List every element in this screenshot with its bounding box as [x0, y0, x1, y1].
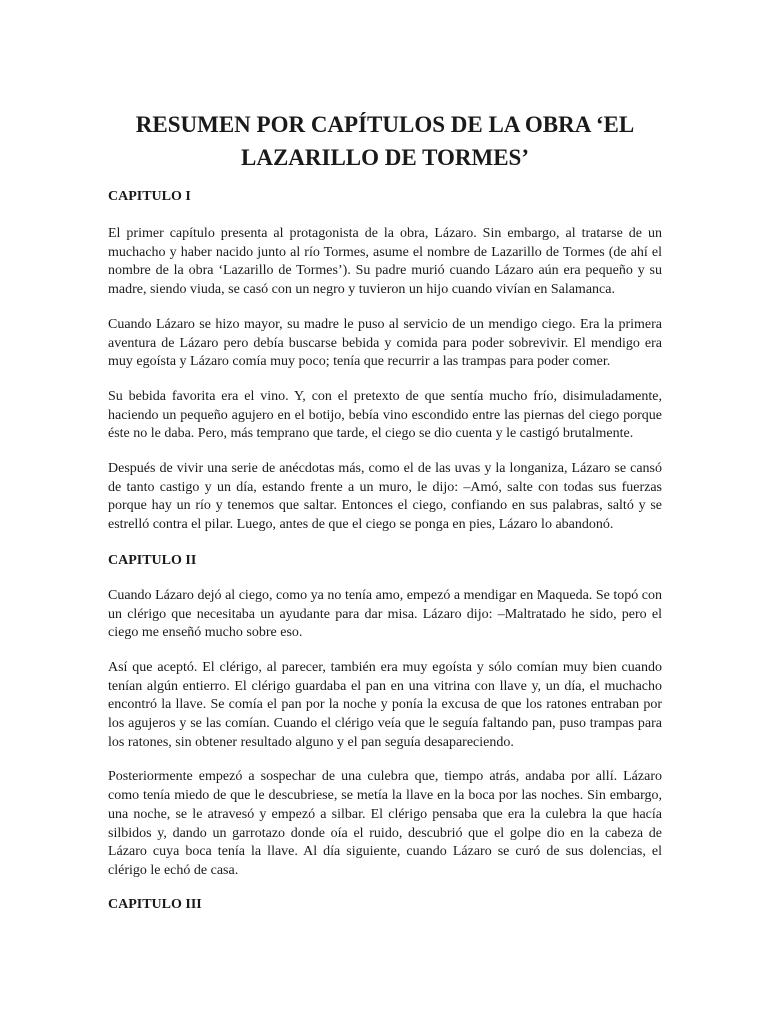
chapter-1-paragraph-2: Cuando Lázaro se hizo mayor, su madre le puso al servicio de un mendigo ciego. Era la primera aventura de Lázaro pero debía buscarse bebida y comida para poder sobrevivir. El mendigo era muy egoísta y Lázaro comía muy poco; tenía que recurrir a las trampas para poder comer.	[108, 316, 662, 370]
chapter-1-heading: CAPITULO I	[108, 189, 191, 204]
chapter-2-paragraph-3: Posteriormente empezó a sospechar de una culebra que, tiempo atrás, andaba por allí. Lázaro como tenía miedo de que le descubriese, se metía la llave en la boca por las noches. Sin embargo, una noche, se le atravesó y empezó a silbar. El clérigo pensaba que era la culebra la que hacía silbidos y, dando un garrotazo donde oía el ruido, descubrió que el golpe dio en la cabeza de Lázaro cuya boca tenía la llave. Al día siguiente, cuando Lázaro se curó de sus dolencias, el clérigo le echó de casa.	[108, 769, 662, 878]
chapter-1-paragraph-3: Su bebida favorita era el vino. Y, con el pretexto de que sentía mucho frío, disimuladamente, haciendo un pequeño agujero en el botijo, bebía vino escondido entre las piernas del ciego porque éste no le daba. Pero, más temprano que tarde, el ciego se dio cuenta y le castigó brutalmente.	[108, 388, 662, 442]
document-title	[108, 0, 662, 174]
title-line-1: RESUMEN POR CAPÍTULOS DE LA OBRA ‘EL	[135, 112, 635, 137]
document-page	[108, 0, 662, 915]
title-line-2: LAZARILLO DE TORMES’	[241, 145, 529, 170]
chapter-2-heading: CAPITULO II	[108, 552, 197, 568]
chapter-1-paragraph-1: El primer capítulo presenta al protagonista de la obra, Lázaro. Sin embargo, al tratarse de un muchacho y haber nacido junto al río Tormes, asume el nombre de Lazarillo de Tormes (de ahí el nombre de la obra ‘Lazarillo de Tormes’). Su padre murió cuando Lázaro aún era pequeño y su madre, siendo viuda, se casó con un negro y tuvieron un hijo cuando vivían en Salamanca.	[108, 226, 662, 298]
chapter-3-heading: CAPITULO III	[108, 896, 202, 912]
chapter-2-paragraph-1: Cuando Lázaro dejó al ciego, como ya no tenía amo, empezó a mendigar en Maqueda. Se topó con un clérigo que necesitaba un ayudante para dar misa. Lázaro dijo: –Maltratado he sido, pero el ciego me enseñó mucho sobre eso.	[108, 587, 662, 641]
chapter-2-paragraph-2: Así que aceptó. El clérigo, al parecer, también era muy egoísta y sólo comían muy bien cuando tenían algún entierro. El clérigo guardaba el pan en una vitrina con llave y, un día, el muchacho encontró la llave. Se comía el pan por la noche y ponía la excusa de que los ratones entraban por los agujeros y se las comían. Cuando el clérigo veía que le seguía faltando pan, puso trampas para los ratones, sin obtener resultado alguno y el pan seguía desapareciendo.	[108, 659, 662, 750]
chapter-1-paragraph-4: Después de vivir una serie de anécdotas más, como el de las uvas y la longaniza, Lázaro se cansó de tanto castigo y un día, estando frente a un muro, le dijo: –Amó, salte con todas sus fuerzas porque hay un río y tenemos que saltar. Entonces el ciego, confiando en sus palabras, saltó y se estrelló contra el pilar. Luego, antes de que el ciego se ponga en pies, Lázaro lo abandonó.	[108, 461, 662, 533]
